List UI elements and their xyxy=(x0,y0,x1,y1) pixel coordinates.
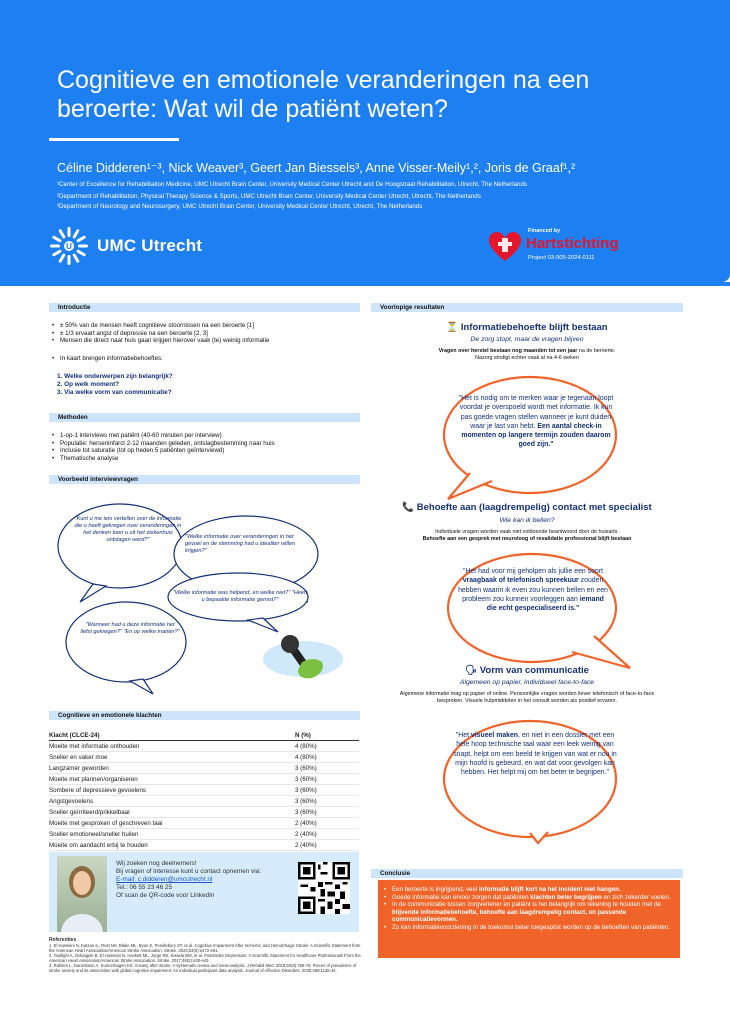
interview-heading: Voorbeeld interviewvragen xyxy=(49,475,360,484)
list-item: • Inclusie tot saturatie (tot op heden 5 patiënten geïnterviewd) xyxy=(52,447,357,455)
table-row xyxy=(49,818,359,829)
table-cell: 3 (60%) xyxy=(295,786,317,794)
reference-item: 3. Rafsten L, Danielsson A, Sunnerhagen KS. Anxiety after stroke: A systematic review and meta-analysis. J Rehabil Med. 2018;50(9):769-78. Pieces of prevalence of stroke anxiety and its association with global cognitive impairment: An individual participant data analysis. Journal of Affective Disorders. 2025;369:1136-44. xyxy=(49,963,357,973)
list-item: • Populatie: herseninfarct 2-12 maanden geleden, ontslagbestemming naar huis xyxy=(52,440,357,448)
table-cell: Moeite om aandacht erbij te houden xyxy=(49,841,148,849)
bubble-4-tail xyxy=(130,679,153,694)
methods-bullets xyxy=(52,432,357,462)
affiliation-3: ³Department of Neurology and Neurosurgery, UMC Utrecht Brain Center, University Medical Center Utrecht, Utrecht, The Netherlands xyxy=(57,203,423,210)
conclusion-panel xyxy=(378,880,680,958)
title-underline xyxy=(49,138,179,141)
table-row xyxy=(49,829,359,840)
reference-item: 1. El Husseini N, Katzan IL, Rost NS, Blake ML, Byun E, Pendlebury ST, et al. Cognitive Impairment After Ischemic and Hemorrhagic Stroke: A Scientific Statement from the American Heart Association/American Stroke Association. Stroke. 2023;54(6):e272-e91. xyxy=(49,943,361,953)
qr-instruction: Of scan de QR-code voor LinkedIn xyxy=(116,892,215,899)
table-row xyxy=(49,741,359,752)
list-item: • 1-op-1 interviews met patiënt (40-60 minuten per interview) xyxy=(52,432,357,440)
result-3-note: Algemene informatie mag op papier of online. Persoonlijke vragen worden liever telefonisch of face-to-face besproken. Visuele hulpmiddelen in het consult worden als positief ervaren. xyxy=(399,691,655,704)
funder-name: Hartstichting xyxy=(526,235,619,252)
umc-logo xyxy=(49,226,202,266)
conclusion-bullets xyxy=(384,886,674,932)
table-cell: 4 (80%) xyxy=(295,742,317,750)
result-1-note: Vragen over herstel bestaan nog maanden tot een jaar na de beroerte. Nazorg eindigt echter vaak al na 4-6 weken xyxy=(438,348,616,361)
result-1-title: ⏳ Informatiebehoefte blijft bestaan xyxy=(446,322,608,333)
table-row xyxy=(49,785,359,796)
table-cell: 3 (60%) xyxy=(295,764,317,772)
table-row xyxy=(49,840,359,851)
research-questions xyxy=(57,373,173,397)
list-item: • ± 50% van de mensen heeft cognitieve stoornissen na een beroerte [1] xyxy=(52,322,357,330)
poster-title: Cognitieve en emotionele veranderingen na een beroerte: Wat wil de patiënt weten? xyxy=(57,66,590,123)
table-cell: 2 (40%) xyxy=(295,819,317,827)
table-cell: Langzamer geworden xyxy=(49,764,109,772)
table-cell: Sneller geïrriteerd/prikkelbaar xyxy=(49,808,131,816)
list-item: • Zo kan informatievoorziening in de toekomst beter toegespitst worden op de behoeften van patiënten. xyxy=(384,924,674,932)
table-cell: Angstgevoelens xyxy=(49,797,94,805)
interview-question-2: "Welke informatie over veranderingen in het gevoel en de stemming had u idealiter willen krijgen?" xyxy=(185,534,296,554)
interview-question-4: "Wanneer had u deze informatie het liefst gekregen?" "En op welke manier?" xyxy=(80,622,180,635)
references xyxy=(49,937,364,973)
intro-bullet-4 xyxy=(52,355,357,363)
references-heading: Referenties xyxy=(49,937,77,943)
complaints-table xyxy=(49,730,359,851)
bubble-1-tail xyxy=(80,584,106,602)
table-row xyxy=(49,796,359,807)
interview-question-3: "Welke informatie was helpend, en welke niet?" "Heeft u bepaalde informatie gemist?" xyxy=(172,590,308,603)
list-item: • In de communicatie tussen zorgverlener en patiënt is het belangrijk om rekening te houden met de blijvende informatiebehoefte, behoefte aan laagdrempelig contact, en passende communicatievormen. xyxy=(384,901,674,924)
researcher-photo xyxy=(57,856,107,932)
table-cell: Sneller en vaker moe xyxy=(49,753,108,761)
financed-by-label: Financed by xyxy=(528,228,561,234)
table-cell: 3 (60%) xyxy=(295,808,317,816)
qr-code[interactable] xyxy=(298,862,350,914)
microphone-icon xyxy=(263,635,343,678)
result-1-subtitle: De zorg stopt, maar de vragen blijven xyxy=(470,336,584,343)
table-cell: Moeite met gesproken of geschreven taal xyxy=(49,819,163,827)
contact-panel xyxy=(49,852,359,932)
result-2-title: 📞 Behoefte aan (laagdrempelig) contact met specialist xyxy=(402,502,652,513)
result-1-quote: "Het is nodig om te merken waar je tegenaan loopt voordat je overspoeld wordt met informatie. Ik kun pas goede vragen stellen wanneer je kunt duiden waar je last van hebt. Een aantal check-in momenten op langere termijn zouden daarom goed zijn." xyxy=(458,395,614,449)
column-header: Klacht (CLCE-24) xyxy=(49,731,100,739)
reference-item: 2. Towfighi A, Ovbiagele B, El Husseini N, Hackett ML, Jorge RE, Kissela BM, et al. Poststroke Depression: A Scientific Statement for Healthcare Professionals From the American Heart Association/American Stroke Association. Stroke. 2017;48(2):e30-e43. xyxy=(49,953,361,963)
complaints-heading: Cognitieve en emotionele klachten xyxy=(49,711,360,720)
heart-icon xyxy=(488,230,522,264)
affiliation-2: ²Department of Rehabilitation, Physical Therapy Science & Sports, UMC Utrecht Brain Center, University Medical Center Utrecht, Utrecht, The Netherlands xyxy=(57,193,481,200)
bubble-3-tail xyxy=(248,618,278,632)
results-heading: Voorlopige resultaten xyxy=(371,303,683,312)
list-item: • ± 1/3 ervaart angst of depressie na een beroerte [2, 3] xyxy=(52,330,357,338)
result-3-quote: "Het visueel maken, en niet in een dossier met een hele hoop technische taal waar een leek weinig van snapt, helpt om een beeld te krijgen van wat er nou in mijn hoofd is gebeurd, en wat dat voor gevolgen kan hebben. Het helpt mij om het beter te begrijpen." xyxy=(453,732,617,777)
table-cell: 3 (60%) xyxy=(295,775,317,783)
result-2-quote: "Het had voor mij geholpen als jullie een soort vraagbaak of telefonisch spreekuur zouden hebben waarin ik even zou kunnen bellen en een probleem zou kunnen voorleggen aan iemand die echt gespecialiseerd is." xyxy=(458,568,608,613)
table-cell: 2 (40%) xyxy=(295,841,317,849)
phone-number: Tel.: 06 55 23 46 25 xyxy=(116,884,173,891)
table-row xyxy=(49,752,359,763)
table-row xyxy=(49,807,359,818)
project-number: Project 03-005-2024-0111 xyxy=(528,255,595,261)
contact-intro-line: Bij vragen of interesse kunt u contact opnemen via: xyxy=(116,868,261,875)
table-cell: 4 (80%) xyxy=(295,753,317,761)
methods-heading: Methoden xyxy=(49,413,360,422)
intro-bullets xyxy=(52,322,357,345)
table-row xyxy=(49,774,359,785)
interview-question-1: "Kunt u me iets vertellen over de informatie die u heeft gekregen over veranderingen in het denken toen u uit het ziekenhuis ontslagen werd?" xyxy=(74,516,182,543)
author-list: Céline Didderen¹⁻³, Nick Weaver³, Geert Jan Biessels³, Anne Visser-Meily¹,², Joris de Graaf¹,² xyxy=(57,161,576,175)
list-item: 3. Via welke vorm van communicatie? xyxy=(57,389,172,396)
table-header xyxy=(49,730,359,741)
table-cell: Sneller emotioneel/sneller huilen xyxy=(49,830,139,838)
hartstichting-logo xyxy=(488,228,638,270)
result-3-title: 🗣 Vorm van communicatie xyxy=(465,665,589,676)
bubble-4 xyxy=(66,602,186,682)
header-banner xyxy=(0,0,730,282)
affiliation-1: ¹Center of Excellence for Rehabilitation Medicine, UMC Utrecht Brain Center, University Medical Center Utrecht and De Hoogstraat Rehabilitation, Utrecht, The Netherlands xyxy=(57,181,528,188)
table-cell: Sombere of depressieve gevoelens xyxy=(49,786,146,794)
umc-logo-text: UMC Utrecht xyxy=(97,236,203,255)
table-cell: Moeite met plannen/organiseren xyxy=(49,775,138,783)
result-2-subtitle: Wie kan ik bellen? xyxy=(499,517,555,524)
table-cell: Moeite met informatie onthouden xyxy=(49,742,140,750)
list-item: • Thematische analyse xyxy=(52,455,357,463)
list-item: • Een beroerte is ingrijpend, veel informatie blijft kort na het incident niet hangen. xyxy=(384,886,674,894)
list-item: • Mensen die direct naar huis gaan krijgen hierover vaak (te) weinig informatie xyxy=(52,337,357,345)
email-link[interactable]: E-mail: c.didderen@umcutrecht.nl xyxy=(116,876,213,883)
list-item: • Goede informatie kan ervoor zorgen dat patiënten klachten beter begrijpen en zich zekerder voelen. xyxy=(384,894,674,902)
portrait-image xyxy=(57,856,107,932)
result-2-note: Individuele vragen worden vaak niet voldoende beantwoord door de huisarts. Behoefte aan een gesprek met neuroloog of revalidatie professional blijft bestaan xyxy=(422,529,632,542)
intro-heading: Introductie xyxy=(49,303,360,312)
list-item: • In kaart brengen informatiebehoeftes: xyxy=(52,355,357,363)
table-row xyxy=(49,763,359,774)
recruitment-line: Wij zoeken nog deelnemers! xyxy=(116,860,197,867)
list-item: 1. Welke onderwerpen zijn belangrijk? xyxy=(57,373,173,380)
table-cell: 2 (40%) xyxy=(295,830,317,838)
list-item: 2. Op welk moment? xyxy=(57,381,120,388)
column-header: N (%) xyxy=(295,731,311,739)
conclusion-heading: Conclusie xyxy=(371,869,683,878)
contact-text xyxy=(116,860,261,900)
result-3-subtitle: Algemeen op papier, individueel face-to-face xyxy=(459,679,595,686)
table-cell: 3 (60%) xyxy=(295,797,317,805)
umc-emblem-icon xyxy=(49,226,89,266)
svg-text:U: U xyxy=(66,242,72,251)
